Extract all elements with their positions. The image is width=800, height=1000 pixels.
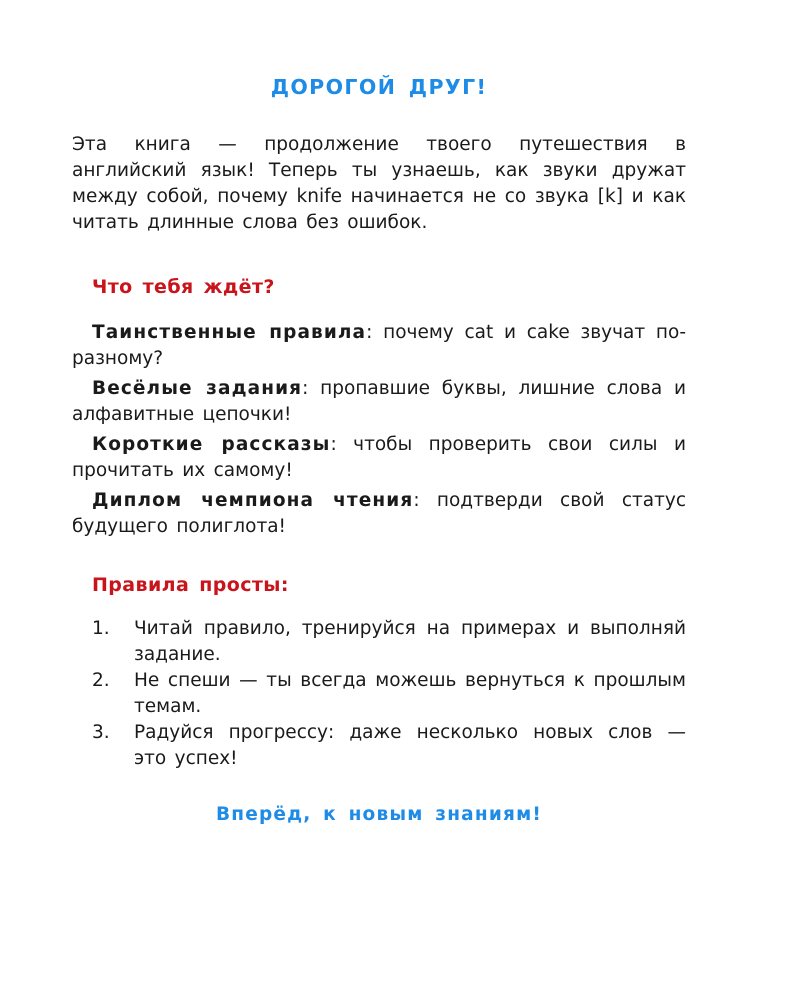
rule-number: 1. — [92, 618, 110, 639]
feature-item — [72, 320, 686, 372]
intro-paragraph: Эта книга — продолжение твоего путешествия в английский язык! Теперь ты узнаешь, как звуки дружат между собой, почему knife начинается не со звука [k] и как читать длинные слова без ошибок. — [72, 134, 686, 233]
rule-text: Читай правило, тренируйся на примерах и выполняй задание. — [134, 618, 686, 665]
feature-term: Таинственные правила — [92, 322, 367, 343]
feature-term: Короткие рассказы — [92, 434, 331, 455]
closing-line: Вперёд, к новым знаниям! — [215, 804, 543, 825]
rule-item — [72, 720, 686, 772]
page-content — [72, 0, 686, 828]
feature-text: : подтверди свой статус будущего полиглота! — [72, 490, 687, 537]
rules-list — [72, 616, 686, 772]
feature-text: : почему cat и cake звучат по-разному? — [72, 322, 686, 369]
feature-text: : чтобы проверить свои силы и прочитать их самому! — [72, 434, 686, 481]
rule-text: Не спеши — ты всегда можешь вернуться к прошлым темам. — [134, 670, 686, 717]
feature-term: Диплом чемпиона чтения — [92, 490, 414, 511]
feature-term: Весёлые задания — [92, 378, 303, 399]
feature-item — [72, 488, 686, 540]
feature-text: : пропавшие буквы, лишние слова и алфавитные цепочки! — [72, 378, 686, 425]
features-list — [72, 320, 686, 540]
page-title: ДОРОГОЙ ДРУГ! — [270, 75, 488, 99]
what-awaits-heading: Что тебя ждёт? — [92, 276, 275, 298]
rule-number: 3. — [92, 722, 110, 743]
rule-text: Радуйся прогрессу: даже несколько новых слов — это успех! — [134, 722, 686, 769]
rule-item — [72, 616, 686, 668]
rule-number: 2. — [92, 670, 110, 691]
feature-item — [72, 376, 686, 428]
feature-item — [72, 432, 686, 484]
rule-item — [72, 668, 686, 720]
rules-heading: Правила просты: — [92, 574, 289, 596]
